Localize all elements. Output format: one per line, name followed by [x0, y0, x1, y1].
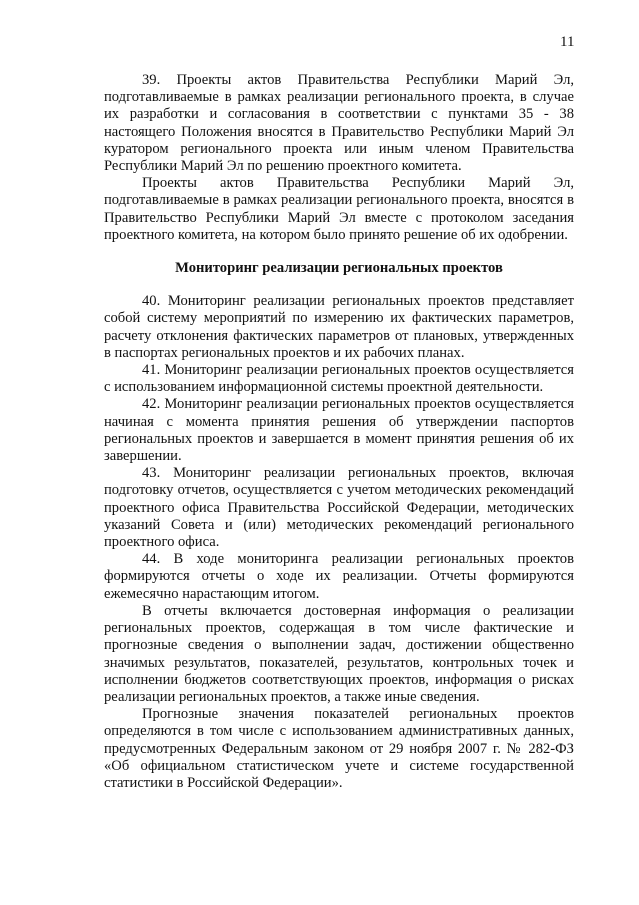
- paragraph-44-forecast-values: Прогнозные значения показателей региональных проектов определяются в том числе с использованием административных данных, предусмотренных Федеральным законом от 29 ноября 2007 г. № 282-ФЗ «Об официальном статистическом учете и системе государственной статистики в Российской Федерации».: [104, 706, 574, 791]
- paragraph-42: 42. Мониторинг реализации региональных проектов осуществляется начиная с момента принятия решения об утверждении паспортов региональных проектов и завершается в момент принятия решения об их завершении.: [104, 396, 574, 465]
- section-heading: Мониторинг реализации региональных проектов: [175, 260, 503, 277]
- paragraph-43: 43. Мониторинг реализации региональных проектов, включая подготовку отчетов, осуществляется с учетом методических рекомендаций проектного офиса Правительства Российской Федерации, методических указаний Совета и (или) методических рекомендаций регионального проектного офиса.: [104, 465, 574, 551]
- page-number: 11: [560, 34, 575, 50]
- document-body: [104, 72, 574, 792]
- paragraph-44-reports-content: В отчеты включается достоверная информация о реализации региональных проектов, содержащая в том числе фактические и прогнозные сведения о выполнении задач, достижении общественно значимых результатов, показателей, результатов, контрольных точек и исполнении бюджетов соответствующих проектов, информация о рисках реализации региональных проектов, а также иные сведения.: [104, 602, 574, 705]
- paragraph-39-continuation: Проекты актов Правительства Республики Марий Эл, подготавливаемые в рамках реализации регионального проекта, вносятся в Правительство Республики Марий Эл вместе с протоколом заседания проектного комитета, на котором было принято решение об их одобрении.: [104, 175, 574, 243]
- paragraph-44: 44. В ходе мониторинга реализации региональных проектов формируются отчеты о ходе их реализации. Отчеты формируются ежемесячно нарастающим итогом.: [104, 551, 574, 602]
- paragraph-39: 39. Проекты актов Правительства Республики Марий Эл, подготавливаемые в рамках реализации регионального проекта, в случае их разработки и согласования в соответствии с пунктами 35 - 38 настоящего Положения вносятся в Правительство Республики Марий Эл куратором регионального проекта или иным членом Правительства Республики Марий Эл по решению проектного комитета.: [104, 72, 574, 175]
- paragraph-40: 40. Мониторинг реализации региональных проектов представляет собой систему мероприятий по измерению их фактических параметров, расчету отклонения фактических параметров от плановых, утвержденных в паспортах региональных проектов и их рабочих планах.: [104, 293, 574, 361]
- paragraph-41: 41. Мониторинг реализации региональных проектов осуществляется с использованием информационной системы проектной деятельности.: [104, 362, 574, 396]
